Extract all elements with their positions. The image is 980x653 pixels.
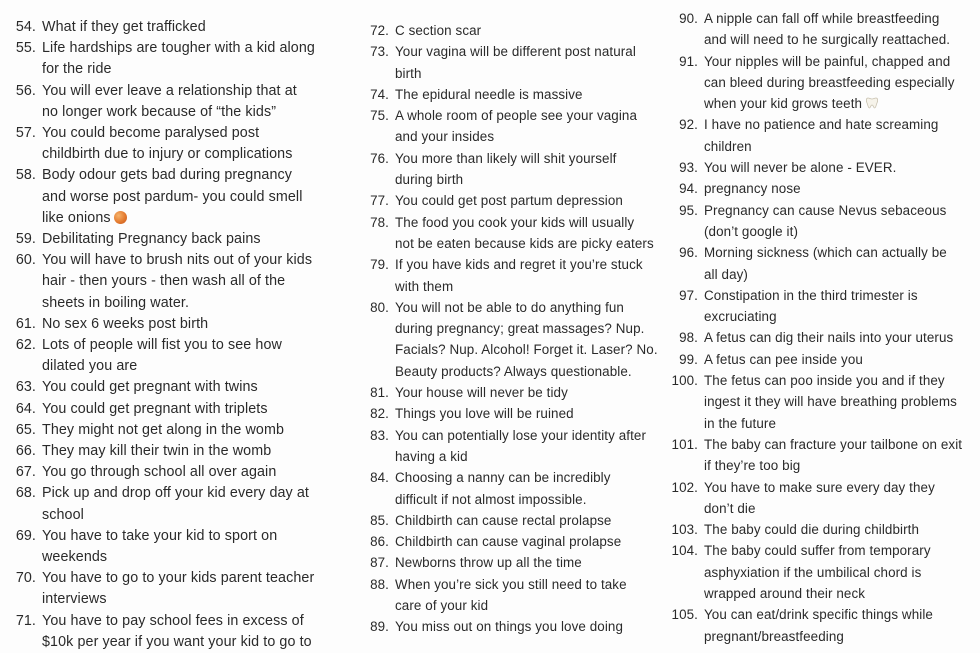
list-item	[356, 20, 666, 41]
item-text	[42, 165, 352, 229]
item-text-line: during pregnancy; great massages? Nup.	[395, 321, 645, 337]
list-item	[666, 285, 980, 328]
item-text-line: dilated you are	[42, 358, 138, 375]
item-text-line: with them	[395, 278, 454, 294]
item-text	[42, 483, 352, 525]
item-text-line: You have to go to your kids parent teacher	[42, 570, 315, 587]
item-number: 85.	[370, 512, 389, 528]
item-text-line: You can eat/drink specific things while	[704, 607, 933, 623]
item-number: 76.	[370, 150, 389, 166]
item-text-line: pregnant/breastfeeding	[704, 628, 844, 644]
item-text	[42, 441, 352, 462]
list-item	[356, 403, 666, 424]
item-text-line: You miss out on things you love doing	[395, 619, 624, 635]
item-number: 64.	[15, 400, 36, 417]
item-text	[704, 178, 980, 199]
item-text-line: When you’re sick you still need to take	[395, 576, 627, 592]
item-text-line: Things you love will be ruined	[395, 406, 574, 422]
item-text-line: What if they get trafficked	[42, 19, 206, 35]
item-text	[704, 349, 980, 370]
item-text-line: can bleed during breastfeeding especially	[704, 74, 955, 90]
item-number: 99.	[679, 351, 698, 367]
item-text	[704, 434, 980, 477]
item-text-line: The baby could die during childbirth	[704, 522, 920, 538]
item-text	[395, 382, 666, 403]
item-number: 81.	[370, 385, 389, 401]
item-text-line: don’t die	[704, 500, 756, 516]
list-item	[356, 552, 666, 573]
item-text-line: The epidural needle is massive	[395, 86, 583, 102]
item-text-line: (don’t google it)	[704, 223, 799, 239]
item-text-line: childbirth due to injury or complications	[42, 146, 293, 163]
item-number: 72.	[370, 23, 389, 38]
item-text-line: You more than likely will shit yourself	[395, 150, 617, 166]
item-text-line: You have to take your kid to sport on	[42, 527, 278, 544]
list-item	[356, 41, 666, 84]
item-text-line: pregnancy nose	[704, 181, 801, 197]
item-text-line: for the ride	[42, 61, 112, 78]
item-text-line: They might not get along in the womb	[42, 421, 285, 438]
item-text-line: Beauty products? Always questionable.	[395, 363, 632, 379]
item-text	[395, 254, 666, 297]
item-text	[704, 604, 980, 647]
item-number: 57.	[15, 125, 36, 142]
item-text-line: You will never be alone - EVER.	[704, 160, 897, 176]
item-number: 78.	[370, 214, 389, 230]
item-number: 100.	[671, 373, 698, 389]
item-text-line: and worse post pardum- you could smell	[42, 188, 303, 205]
list-item	[356, 254, 666, 297]
list-item	[666, 178, 980, 199]
item-text-line: You have to make sure every day they	[704, 479, 935, 495]
item-number: 104.	[671, 543, 698, 559]
item-text-line: wrapped around their neck	[704, 586, 866, 602]
item-text-line: Childbirth can cause vaginal prolapse	[395, 534, 622, 550]
list-item	[0, 335, 352, 377]
onion-icon	[114, 211, 127, 224]
item-number: 54.	[15, 19, 36, 35]
item-number: 63.	[15, 379, 36, 396]
column-2	[356, 0, 666, 653]
list-item	[0, 420, 352, 441]
item-text-line: A fetus can pee inside you	[704, 351, 863, 367]
list-item	[666, 370, 980, 434]
item-text-line: Your vagina will be different post natural	[395, 44, 636, 60]
item-text	[704, 114, 980, 157]
list-item	[0, 314, 352, 335]
list-item	[356, 297, 666, 382]
item-text-line: $10k per year if you want your kid to go to	[42, 633, 312, 650]
numbered-list	[356, 0, 666, 638]
list-item	[0, 462, 352, 483]
item-text-line: The baby can fracture your tailbone on exit	[704, 436, 963, 452]
item-number: 82.	[370, 406, 389, 422]
item-text	[704, 285, 980, 328]
item-text-line: They may kill their twin in the womb	[42, 443, 272, 460]
list-item	[0, 441, 352, 462]
item-text-line: The baby could suffer from temporary	[704, 543, 931, 559]
item-text-line: You could become paralysed post	[42, 125, 260, 142]
item-text	[704, 157, 980, 178]
item-number: 92.	[679, 117, 698, 133]
item-text	[42, 611, 352, 653]
item-text	[395, 467, 666, 510]
item-number: 70.	[15, 570, 36, 587]
item-text-line: care of your kid	[395, 598, 489, 614]
item-text	[395, 148, 666, 191]
item-text-line: A nipple can fall off while breastfeeding	[704, 11, 940, 26]
item-text	[395, 403, 666, 424]
item-number: 65.	[15, 421, 36, 438]
item-number: 60.	[15, 252, 36, 269]
list-item	[356, 212, 666, 255]
item-text-line: hair - then yours - then wash all of the	[42, 273, 286, 290]
item-number: 96.	[679, 245, 698, 261]
list-item	[0, 38, 352, 80]
item-text	[395, 105, 666, 148]
item-text	[395, 574, 666, 617]
item-number: 73.	[370, 44, 389, 60]
list-item	[666, 8, 980, 51]
item-text-line: during birth	[395, 172, 464, 188]
item-text-line: Pick up and drop off your kid every day at	[42, 485, 309, 502]
item-text	[704, 51, 980, 115]
item-number: 86.	[370, 534, 389, 550]
list-item	[666, 242, 980, 285]
item-text-line: A fetus can dig their nails into your uterus	[704, 330, 954, 346]
item-number: 66.	[15, 443, 36, 460]
list-item	[356, 105, 666, 148]
item-text	[395, 531, 666, 552]
item-number: 101.	[671, 436, 698, 452]
item-text-line: difficult if not almost impossible.	[395, 491, 587, 507]
item-text-line: The fetus can poo inside you and if they	[704, 373, 945, 389]
item-text-line: excruciating	[704, 309, 777, 325]
item-text-line: I have no patience and hate screaming	[704, 117, 939, 133]
numbered-list	[0, 0, 352, 653]
item-number: 94.	[679, 181, 698, 197]
item-text	[42, 377, 352, 398]
item-text	[42, 420, 352, 441]
item-text	[395, 84, 666, 105]
item-text-line: ingest it they will have breathing problems	[704, 394, 957, 410]
item-text-line: having a kid	[395, 448, 468, 464]
item-number: 90.	[679, 11, 698, 26]
item-text-line: Morning sickness (which can actually be	[704, 245, 947, 261]
list-item	[666, 540, 980, 604]
item-number: 61.	[15, 315, 36, 332]
item-text-line: sheets in boiling water.	[42, 294, 190, 311]
item-text-line: and your insides	[395, 129, 495, 145]
item-text	[395, 20, 666, 41]
item-text-line: school	[42, 506, 84, 523]
item-text	[42, 17, 352, 38]
item-text	[395, 212, 666, 255]
item-text-line: Choosing a nanny can be incredibly	[395, 470, 611, 486]
item-number: 95.	[679, 202, 698, 218]
item-text-line: asphyxiation if the umbilical chord is	[704, 564, 922, 580]
item-text-line: like onions	[42, 209, 111, 226]
list-item	[666, 327, 980, 348]
list-item	[356, 190, 666, 211]
item-text	[42, 38, 352, 80]
item-number: 69.	[15, 527, 36, 544]
item-text-line: Constipation in the third trimester is	[704, 287, 918, 303]
column-3	[666, 0, 980, 653]
item-text	[395, 190, 666, 211]
item-text-line: You go through school all over again	[42, 464, 277, 481]
item-text-line: Pregnancy can cause Nevus sebaceous	[704, 202, 947, 218]
item-text-line: Your house will never be tidy	[395, 385, 568, 401]
item-text-line: in the future	[704, 415, 777, 431]
item-text-line: Body odour gets bad during pregnancy	[42, 167, 292, 184]
list-item	[0, 526, 352, 568]
item-text-line: interviews	[42, 591, 107, 608]
item-number: 83.	[370, 427, 389, 443]
item-text	[395, 425, 666, 468]
list-item	[666, 114, 980, 157]
item-number: 75.	[370, 108, 389, 124]
item-text	[704, 242, 980, 285]
item-text	[704, 477, 980, 520]
item-number: 77.	[370, 193, 389, 209]
list-item	[666, 519, 980, 540]
item-text-line: weekends	[42, 549, 108, 566]
item-number: 62.	[15, 337, 36, 354]
item-text-line: You could get pregnant with triplets	[42, 400, 268, 417]
item-text-line: birth	[395, 65, 422, 81]
item-number: 91.	[679, 53, 698, 69]
item-text-line: Debilitating Pregnancy back pains	[42, 231, 261, 248]
item-text-line: You could get post partum depression	[395, 193, 623, 209]
item-text-line: when your kid grows teeth	[704, 96, 863, 112]
item-text	[42, 399, 352, 420]
item-number: 68.	[15, 485, 36, 502]
item-text	[42, 335, 352, 377]
item-text	[42, 81, 352, 123]
item-text	[42, 250, 352, 314]
item-number: 58.	[15, 167, 36, 184]
list-item	[356, 616, 666, 637]
item-text	[704, 8, 980, 51]
item-text-line: Lots of people will fist you to see how	[42, 337, 282, 354]
list-item	[666, 477, 980, 520]
item-number: 93.	[679, 160, 698, 176]
item-number: 80.	[370, 299, 389, 315]
list-item	[0, 611, 352, 653]
item-number: 56.	[15, 82, 36, 99]
item-text-line: children	[704, 138, 752, 154]
item-text-line: You will not be able to do anything fun	[395, 299, 624, 315]
item-text	[42, 568, 352, 610]
item-number: 55.	[15, 40, 36, 57]
list-item	[0, 568, 352, 610]
tooth-icon	[865, 95, 879, 109]
item-text-line: A whole room of people see your vagina	[395, 108, 638, 124]
numbered-list	[666, 0, 980, 647]
list-item	[356, 467, 666, 510]
item-text	[704, 370, 980, 434]
list-item	[666, 604, 980, 647]
item-text-line: No sex 6 weeks post birth	[42, 315, 209, 332]
item-text	[42, 526, 352, 568]
item-text	[395, 297, 666, 382]
item-text	[42, 462, 352, 483]
list-item	[356, 84, 666, 105]
item-text	[42, 314, 352, 335]
item-text-line: You have to pay school fees in excess of	[42, 612, 304, 629]
column-1	[0, 0, 352, 653]
item-text-line: not be eaten because kids are picky eaters	[395, 235, 654, 251]
item-number: 59.	[15, 231, 36, 248]
item-text-line: C section scar	[395, 23, 482, 38]
list-item	[356, 531, 666, 552]
item-text	[395, 510, 666, 531]
item-text-line: You could get pregnant with twins	[42, 379, 258, 396]
list-item	[356, 425, 666, 468]
list-item	[356, 382, 666, 403]
item-text-line: all day)	[704, 266, 748, 282]
item-text-line: Facials? Nup. Alcohol! Forget it. Laser? No.	[395, 342, 658, 358]
list-item	[0, 399, 352, 420]
item-text	[395, 616, 666, 637]
list-item	[356, 574, 666, 617]
item-text-line: Life hardships are tougher with a kid along	[42, 40, 315, 57]
item-text-line: Your nipples will be painful, chapped and	[704, 53, 951, 69]
item-text-line: The food you cook your kids will usually	[395, 214, 635, 230]
item-number: 105.	[671, 607, 698, 623]
item-number: 74.	[370, 86, 389, 102]
item-number: 89.	[370, 619, 389, 635]
list-item	[666, 157, 980, 178]
item-text	[704, 519, 980, 540]
item-text	[704, 327, 980, 348]
item-number: 67.	[15, 464, 36, 481]
item-number: 88.	[370, 576, 389, 592]
list-item	[666, 200, 980, 243]
item-text-line: If you have kids and regret it you’re stuck	[395, 257, 643, 273]
item-number: 98.	[679, 330, 698, 346]
item-text-line: and will need to he surgically reattached.	[704, 32, 951, 48]
item-text	[704, 200, 980, 243]
item-text-line: You will ever leave a relationship that at	[42, 82, 297, 99]
item-number: 97.	[679, 287, 698, 303]
item-text-line: Childbirth can cause rectal prolapse	[395, 512, 612, 528]
item-text	[395, 552, 666, 573]
item-text	[395, 41, 666, 84]
list-item	[356, 148, 666, 191]
list-item	[0, 165, 352, 229]
item-number: 103.	[671, 522, 698, 538]
list-item	[0, 250, 352, 314]
list-item	[0, 229, 352, 250]
item-text-line: no longer work because of “the kids”	[42, 103, 277, 120]
list-item	[0, 17, 352, 38]
list-item	[0, 483, 352, 525]
list-item	[356, 510, 666, 531]
item-text-line: You will have to brush nits out of your kids	[42, 252, 313, 269]
list-item	[0, 377, 352, 398]
list-item	[666, 434, 980, 477]
item-text	[704, 540, 980, 604]
item-text	[42, 123, 352, 165]
item-number: 87.	[370, 555, 389, 571]
item-text-line: You can potentially lose your identity after	[395, 427, 647, 443]
item-number: 84.	[370, 470, 389, 486]
item-text-line: Newborns throw up all the time	[395, 555, 582, 571]
list-item	[666, 51, 980, 115]
item-text-line: if they’re too big	[704, 458, 801, 474]
list-item	[666, 349, 980, 370]
item-number: 102.	[671, 479, 698, 495]
item-number: 71.	[15, 612, 36, 629]
item-text	[42, 229, 352, 250]
list-item	[0, 123, 352, 165]
item-number: 79.	[370, 257, 389, 273]
list-item	[0, 81, 352, 123]
